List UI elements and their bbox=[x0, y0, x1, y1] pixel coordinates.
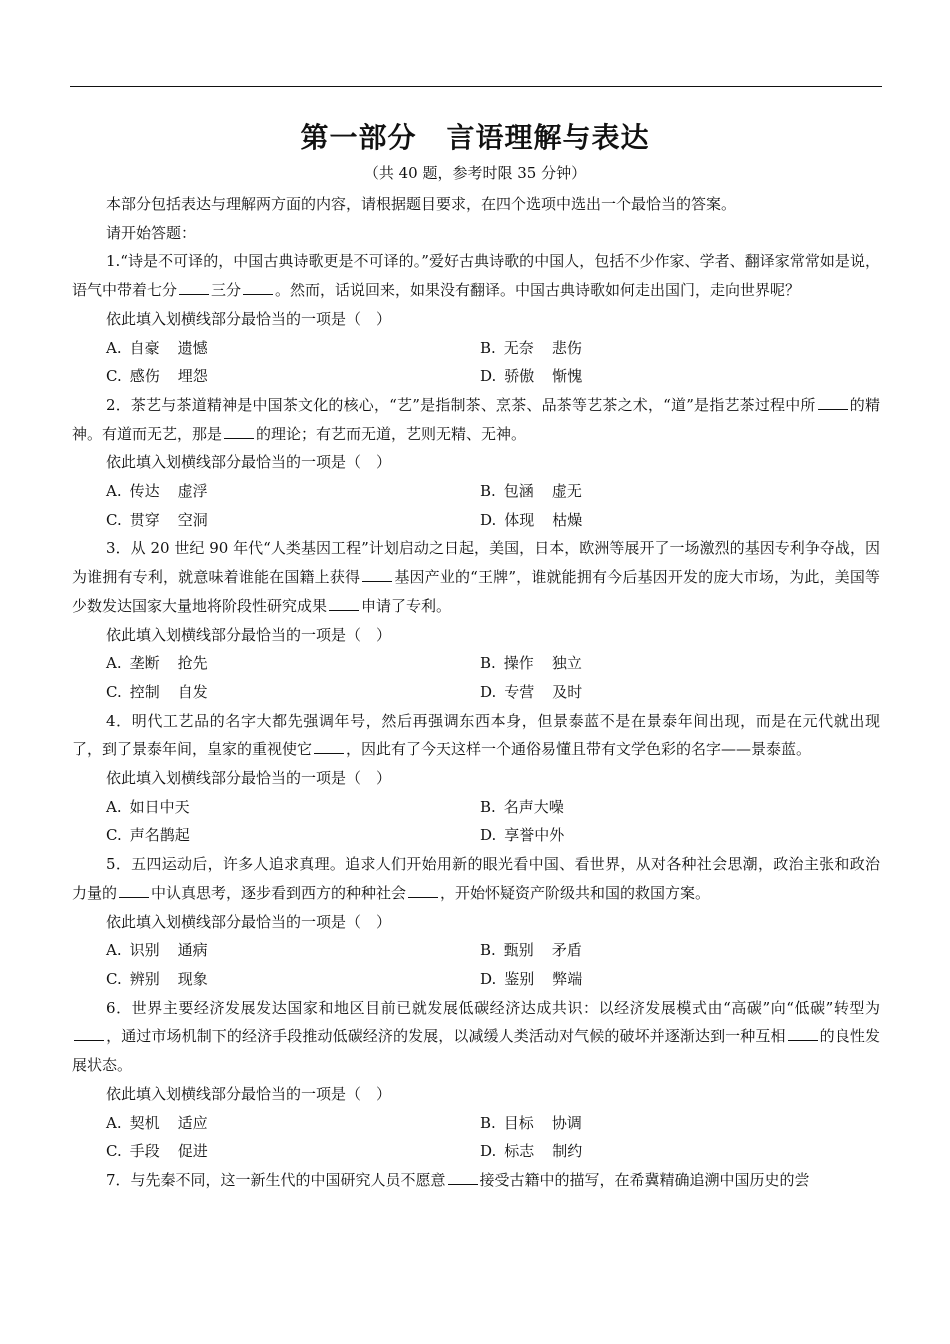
blank bbox=[329, 596, 359, 611]
question-2: 2．茶艺与茶道精神是中国茶文化的核心，“艺”是指制茶、烹茶、品茶等艺茶之术，“道”是指艺茶过程中所 的精神。有道而无艺，那是 的理论；有艺而无道，艺则无精、无神。 bbox=[72, 395, 880, 443]
option-c: C. 贯穿 空洞 bbox=[106, 510, 208, 529]
option-c: C. 声名鹊起 bbox=[106, 826, 190, 845]
question-6: 6．世界主要经济发展发达国家和地区目前已就发展低碳经济达成共识：以经济发展模式由“高碳”向“低碳”转型为，通过市场机制下的经济手段推动低碳经济的发展，以减缓人类活动对气候的破坏并逐渐达到一种互相 的良性发展状态。 bbox=[72, 998, 880, 1075]
option-a: A. 垄断 抢先 bbox=[106, 654, 208, 673]
blank bbox=[74, 1026, 104, 1041]
blank bbox=[788, 1026, 818, 1041]
option-a: A. 传达 虚浮 bbox=[106, 482, 208, 501]
header-rule bbox=[70, 86, 882, 87]
question-prompt: 依此填入划横线部分最恰当的一项是（ ） bbox=[106, 1084, 392, 1103]
options-row bbox=[72, 1109, 880, 1138]
option-c: C. 手段 促进 bbox=[106, 1142, 208, 1161]
option-c: C. 控制 自发 bbox=[106, 682, 208, 701]
option-a: A. 如日中天 bbox=[106, 797, 190, 816]
question-prompt: 依此填入划横线部分最恰当的一项是（ ） bbox=[106, 769, 392, 788]
intro-text: 本部分包括表达与理解两方面的内容，请根据题目要求，在四个选项中选出一个最恰当的答案。 bbox=[106, 195, 737, 213]
question-4: 4．明代工艺品的名字大都先强调年号，然后再强调东西本身，但景泰蓝不是在景泰年间出现，而是在元代就出现了，到了景泰年间，皇家的重视使它 ，因此有了今天这样一个通俗易懂且带有文学色彩的名字——景泰蓝。 bbox=[72, 711, 880, 759]
question-prompt: 依此填入划横线部分最恰当的一项是（ ） bbox=[106, 309, 392, 328]
option-b: B. 甄别 矛盾 bbox=[480, 941, 582, 960]
options-row bbox=[72, 821, 880, 850]
option-b: B. 名声大噪 bbox=[480, 797, 564, 816]
question-prompt: 依此填入划横线部分最恰当的一项是（ ） bbox=[106, 453, 392, 472]
option-b: B. 目标 协调 bbox=[480, 1113, 582, 1132]
option-a: A. 识别 通病 bbox=[106, 941, 208, 960]
section-name: 言语理解与表达 bbox=[446, 121, 650, 154]
options-row bbox=[72, 477, 880, 506]
option-d: D. 享誉中外 bbox=[480, 826, 565, 845]
option-b: B. 操作 独立 bbox=[480, 654, 582, 673]
section-part: 第一部分 bbox=[300, 121, 417, 154]
blank bbox=[448, 1170, 478, 1185]
options-row bbox=[72, 334, 880, 363]
option-c: C. 感伤 埋怨 bbox=[106, 367, 208, 386]
question-3: 3．从 20 世纪 90 年代“人类基因工程”计划启动之日起，美国，日本，欧洲等展开了一场激烈的基因专利争夺战，因为谁拥有专利，就意味着谁能在国籍上获得 基因产业的“王牌”，谁就能拥有今后基因开发的庞大市场，为此，美国等少数发达国家大量地将阶段性研究成果 申请了专利。 bbox=[72, 539, 880, 615]
blank bbox=[362, 567, 392, 582]
options-row bbox=[72, 678, 880, 707]
blank bbox=[408, 883, 438, 898]
option-d: D. 体现 枯燥 bbox=[480, 510, 583, 529]
options-row bbox=[72, 362, 880, 391]
options-row bbox=[72, 649, 880, 678]
option-d: D. 专营 及时 bbox=[480, 682, 583, 701]
blank bbox=[314, 739, 344, 754]
option-b: B. 无奈 悲伤 bbox=[480, 338, 582, 357]
option-d: D. 标志 制约 bbox=[480, 1142, 583, 1161]
question-prompt: 依此填入划横线部分最恰当的一项是（ ） bbox=[106, 625, 392, 644]
option-b: B. 包涵 虚无 bbox=[480, 482, 582, 501]
option-a: A. 契机 适应 bbox=[106, 1113, 208, 1132]
question-7: 7．与先秦不同，这一新生代的中国研究人员不愿意 接受古籍中的描写，在希冀精确追溯中国历史的尝 bbox=[106, 1170, 810, 1189]
section-subtitle: （共 40 题，参考时限 35 分钟） bbox=[363, 164, 587, 182]
blank bbox=[818, 395, 848, 410]
question-5: 5．五四运动后，许多人追求真理。追求人们开始用新的眼光看中国、看世界，从对各种社会思潮，政治主张和政治力量的 中认真思考，逐步看到西方的种种社会 ，开始怀疑资产阶级共和国的救国方案。 bbox=[72, 855, 880, 902]
blank bbox=[179, 280, 209, 295]
options-row bbox=[72, 965, 880, 994]
start-text: 请开始答题： bbox=[106, 223, 197, 242]
options-row bbox=[72, 793, 880, 822]
blank bbox=[224, 424, 254, 439]
question-prompt: 依此填入划横线部分最恰当的一项是（ ） bbox=[106, 912, 392, 931]
option-a: A. 自豪 遗憾 bbox=[106, 338, 208, 357]
blank bbox=[119, 883, 149, 898]
section-title bbox=[0, 116, 950, 156]
option-d: D. 骄傲 惭愧 bbox=[480, 367, 583, 386]
option-c: C. 辨别 现象 bbox=[106, 969, 208, 988]
options-row bbox=[72, 1137, 880, 1166]
option-d: D. 鉴别 弊端 bbox=[480, 969, 583, 988]
questions-body bbox=[72, 190, 880, 1195]
question-1: 1.“诗是不可译的，中国古典诗歌更是不可译的。”爱好古典诗歌的中国人，包括不少作家、学者、翻译家常常如是说，语气中带着七分 三分 。然而，话说回来，如果没有翻译。中国古典诗歌如何走出国门，走向世界呢？ bbox=[72, 252, 880, 300]
blank bbox=[243, 280, 273, 295]
options-row bbox=[72, 506, 880, 535]
options-row bbox=[72, 936, 880, 965]
